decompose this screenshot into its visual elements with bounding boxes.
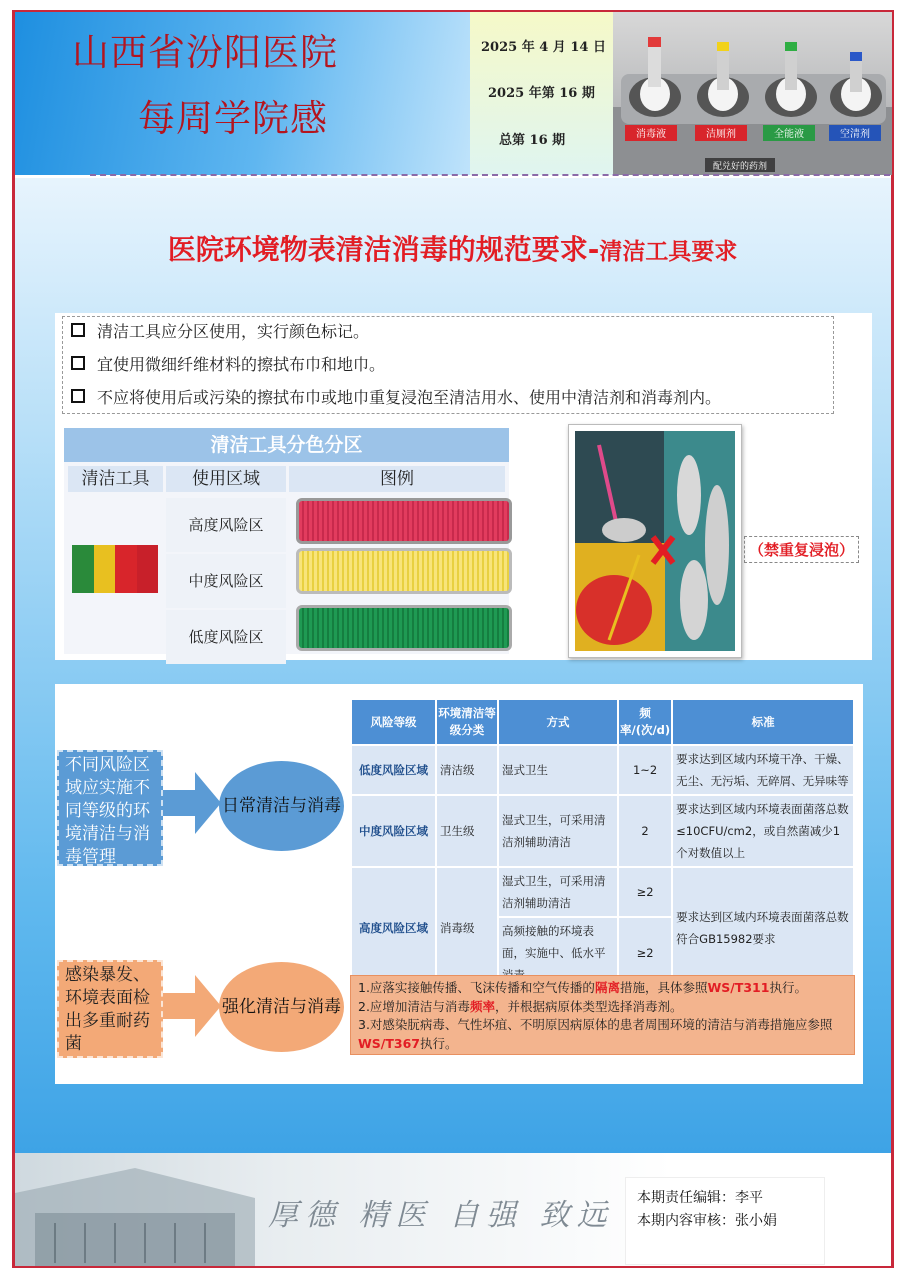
swatch-yellow xyxy=(94,545,116,593)
list-item: 不应将使用后或污染的擦拭布巾或地巾重复浸泡至清洁用水、使用中清洁剂和消毒剂内。 xyxy=(71,385,721,407)
color-table-title: 清洁工具分色分区 xyxy=(64,428,509,462)
label-disinfectant: 消毒液 xyxy=(636,129,666,140)
page-title xyxy=(0,228,905,268)
th-cleaning-class: 环境清洁等级分类 xyxy=(437,700,497,744)
col-header-zone: 使用区域 xyxy=(166,466,286,492)
list-item: 宜使用微细纤维材料的擦拭布巾和地巾。 xyxy=(71,352,385,374)
content-reviewer: 本期内容审核：张小娟 xyxy=(637,1213,777,1229)
th-frequency: 频率/(次/d) xyxy=(619,700,671,744)
cell-class: 卫生级 xyxy=(437,796,497,866)
cell-standard: 要求达到区域内环境表面菌落总数≤10CFU/cm2，或自然菌减少1个对数值以上 xyxy=(673,796,853,866)
measure-1: 1.应落实接触传播、飞沫传播和空气传播的隔离措施，具体参照WS/T311执行。 xyxy=(358,980,807,995)
color-cloth-swatches xyxy=(72,545,158,593)
color-zone-table xyxy=(64,428,509,654)
disinfectant-bottles-illustration xyxy=(613,12,892,175)
arrow-right-icon xyxy=(163,975,221,1037)
bottle-4 xyxy=(830,52,882,117)
flow-ellipse-daily: 日常清洁与消毒 xyxy=(219,761,344,851)
measure-2: 2.应增加清洁与消毒频率，并根据病原体类型选择消毒剂。 xyxy=(358,998,683,1014)
col-header-tool: 清洁工具 xyxy=(68,466,163,492)
checkbox-square-icon xyxy=(71,323,85,337)
list-item: 清洁工具应分区使用，实行颜色标记。 xyxy=(71,319,369,341)
th-standard: 标准 xyxy=(673,700,853,744)
publication-name: 每周学院感 xyxy=(138,97,328,140)
swatch-green xyxy=(72,545,94,593)
th-method: 方式 xyxy=(499,700,617,744)
swatch-dark-red xyxy=(137,545,159,593)
cell-level: 中度风险区域 xyxy=(352,796,435,866)
col-header-legend: 图例 xyxy=(289,466,505,492)
cell-class: 消毒级 xyxy=(437,868,497,988)
checkbox-square-icon xyxy=(71,389,85,403)
ban-resoak-label: （禁重复浸泡） xyxy=(744,536,859,563)
cell-level: 低度风险区域 xyxy=(352,746,435,794)
mop-red xyxy=(296,498,512,544)
responsible-editor: 本期责任编辑：李平 xyxy=(637,1190,763,1206)
header-divider xyxy=(90,174,890,176)
issue-year-number: 2025 年第 16 期 xyxy=(488,86,595,101)
requirements-list xyxy=(62,316,834,414)
label-toilet-cleaner: 洁厕剂 xyxy=(706,129,736,140)
label-air-cleaner: 空清剂 xyxy=(840,129,870,140)
table-row xyxy=(352,796,853,866)
th-risk-level: 风险等级 xyxy=(352,700,435,744)
editor-info xyxy=(625,1177,825,1265)
cell-frequency-2: ≥2 xyxy=(619,918,671,988)
issue-total-number: 总第 16 期 xyxy=(499,133,566,148)
flow-box-risk-zones: 不同风险区域应实施不同等级的环境清洁与消毒管理 xyxy=(57,750,163,866)
mop-yellow xyxy=(296,548,512,594)
title-sub: 清洁工具要求 xyxy=(599,239,738,265)
cell-standard: 要求达到区域内环境干净、干燥、无尘、无污垢、无碎屑、无异味等 xyxy=(673,746,853,794)
cell-method-2: 高频接触的环境表面，实施中、低水平 xyxy=(499,918,617,988)
cell-frequency: 2 xyxy=(619,796,671,866)
checkbox-square-icon xyxy=(71,356,85,370)
hospital-name: 山西省汾阳医院 xyxy=(72,31,338,74)
label-all-purpose: 全能液 xyxy=(774,129,804,140)
table-header-row xyxy=(352,700,853,744)
cell-class: 清洁级 xyxy=(437,746,497,794)
cleaning-level-table xyxy=(350,698,855,990)
cell-frequency: ≥2 xyxy=(619,868,671,916)
mop-bucket-illustration xyxy=(569,425,741,657)
issue-date: 2025 年 4 月 14 日 xyxy=(481,40,606,55)
zone-medium-risk: 中度风险区 xyxy=(166,554,286,608)
cell-level: 高度风险区域 xyxy=(352,868,435,988)
table-row xyxy=(352,868,853,916)
hospital-motto: 厚德 精医 自强 致远 xyxy=(268,1198,614,1233)
enhanced-measures-box xyxy=(350,975,855,1055)
flow-box-outbreak: 感染暴发、环境表面检出多重耐药菌 xyxy=(57,960,163,1058)
zone-low-risk: 低度风险区 xyxy=(166,610,286,664)
building-sketch-illustration xyxy=(15,1153,275,1266)
table-row xyxy=(352,746,853,794)
no-resoak-photo xyxy=(568,424,742,658)
flow-ellipse-enhanced: 强化清洁与消毒 xyxy=(219,962,344,1052)
zone-high-risk: 高度风险区 xyxy=(166,498,286,552)
photo-caption: 配兑好的药剂 xyxy=(712,162,768,172)
cell-standard: 要求达到区域内环境表面菌落总数符合GB15982要求 xyxy=(673,868,853,988)
title-main: 医院环境物表清洁消毒的规范要求- xyxy=(167,233,600,266)
cell-method: 湿式卫生，可采用清洁剂辅助清洁 xyxy=(499,796,617,866)
measure-3: 3.对感染朊病毒、气性坏疽、不明原因病原体的患者周围环境的清洁与消毒措施应参照WS/T367执行。 xyxy=(358,1017,833,1051)
swatch-red xyxy=(115,545,137,593)
cell-method: 湿式卫生 xyxy=(499,746,617,794)
cell-frequency: 1~2 xyxy=(619,746,671,794)
arrow-right-icon xyxy=(163,772,221,834)
mop-green xyxy=(296,605,512,651)
disinfectant-photo xyxy=(613,12,892,175)
cell-method: 湿式卫生，可采用清洁剂辅助清洁 xyxy=(499,868,617,916)
